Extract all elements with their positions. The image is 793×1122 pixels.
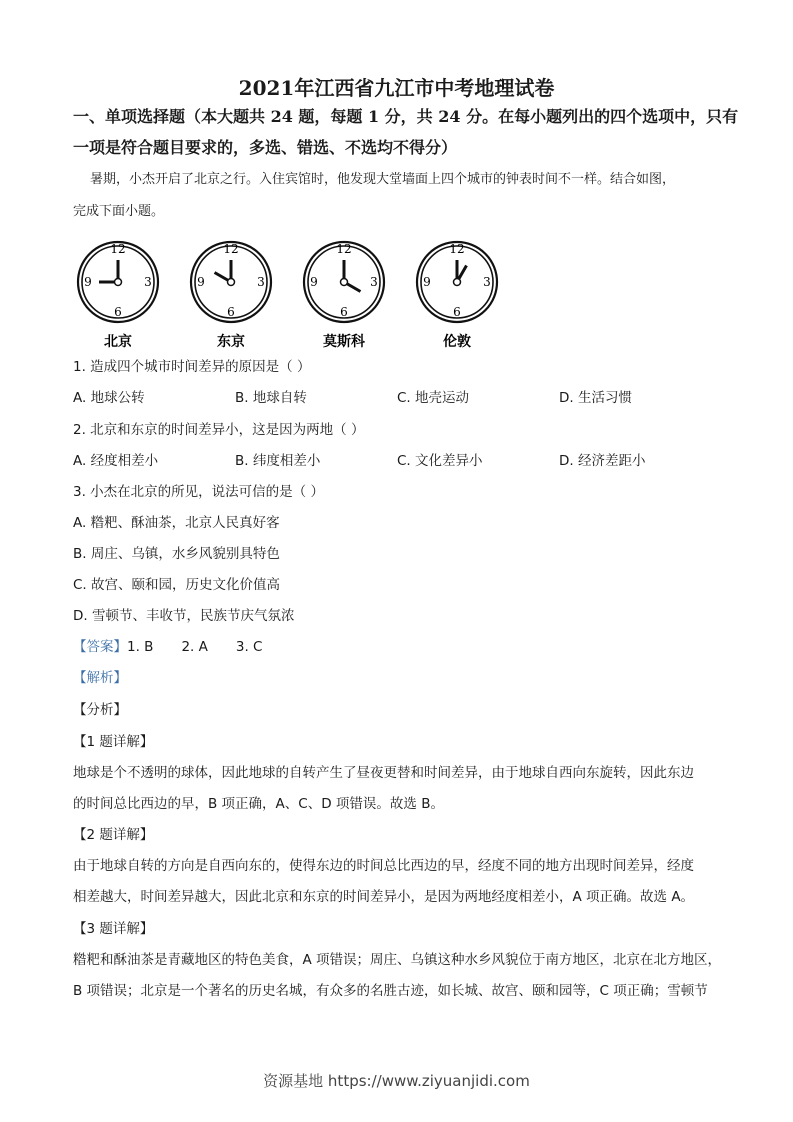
clock: [417, 242, 497, 350]
option-c: C. 故宫、颐和园，历史文化价值高: [73, 577, 281, 593]
option-a: A. 地球公转: [73, 390, 145, 406]
clock-numeral: 3: [144, 275, 152, 289]
intro-line1: 暑期，小杰开启了北京之行。入住宾馆时，他发现大堂墙面上四个城市的钟表时间不一样。结合如图，: [90, 172, 676, 187]
answer-item: 3. C: [235, 639, 263, 655]
clock-figure: [70, 236, 490, 351]
section-heading-line1: 一、单项选择题（本大题共 24 题，每题 1 分，共 24 分。在每小题列出的四个选项中，只有: [73, 107, 739, 126]
clock: [304, 242, 384, 350]
clock-city-label: 伦敦: [443, 334, 471, 350]
clock-city-label: 北京: [104, 334, 132, 350]
clock-numeral: 12: [336, 242, 352, 256]
clock-numeral: 6: [227, 305, 235, 319]
question-1-stem: 1. 造成四个城市时间差异的原因是（ ）: [73, 359, 311, 375]
clock: [78, 242, 158, 350]
clock-numeral: 12: [223, 242, 239, 256]
clock-city-label: 莫斯科: [323, 334, 365, 350]
section-heading-line2: 一项是符合题目要求的，多选、错选、不选均不得分）: [73, 138, 458, 157]
question-3-stem: 3. 小杰在北京的所见，说法可信的是（ ）: [73, 484, 324, 500]
detail-2-text: 由于地球自转的方向是自西向东的，使得东边的时间总比西边的早，经度不同的地方出现时间差异，经度: [73, 858, 694, 874]
answer-line: [73, 637, 262, 657]
detail-2-label: 【2 题详解】: [73, 827, 154, 843]
clock-numeral: 3: [257, 275, 265, 289]
detail-1-text: 地球是个不透明的球体，因此地球的自转产生了昼夜更替和时间差异，由于地球自西向东旋转，因此东边: [73, 765, 694, 781]
analysis-label: 【解析】: [73, 670, 127, 686]
detail-3-label: 【3 题详解】: [73, 921, 154, 937]
clock: [191, 242, 271, 350]
clock-numeral: 3: [483, 275, 491, 289]
detail-3-text: B 项错误；北京是一个著名的历史名城，有众多的名胜古迹，如长城、故宫、颐和园等，C 项正确；雪顿节: [73, 983, 708, 999]
clock-numeral: 6: [453, 305, 461, 319]
answer-item: 2. A: [181, 639, 208, 655]
footer-watermark: 资源基地 https://www.ziyuanjidi.com: [263, 1072, 530, 1090]
option-c: C. 地壳运动: [397, 390, 470, 406]
option-a: A. 经度相差小: [73, 453, 159, 469]
option-b: B. 纬度相差小: [235, 453, 321, 469]
clock-numeral: 3: [370, 275, 378, 289]
clock-numeral: 12: [449, 242, 465, 256]
clock-city-label: 东京: [217, 334, 245, 350]
option-c: C. 文化差异小: [397, 453, 483, 469]
clock-numeral: 9: [423, 275, 431, 289]
option-b: B. 地球自转: [235, 390, 307, 406]
detail-1-label: 【1 题详解】: [73, 734, 154, 750]
option-d: D. 雪顿节、丰收节，民族节庆气氛浓: [73, 608, 295, 624]
option-d: D. 生活习惯: [559, 390, 632, 406]
clock-numeral: 9: [84, 275, 92, 289]
answer-item: 1. B: [127, 639, 154, 655]
option-b: B. 周庄、乌镇，水乡风貌别具特色: [73, 546, 280, 562]
intro-line2: 完成下面小题。: [73, 204, 165, 219]
fenxi-label: 【分析】: [73, 702, 127, 718]
page-title: 2021年江西省九江市中考地理试卷: [238, 76, 555, 100]
clock-numeral: 6: [340, 305, 348, 319]
detail-3-text: 糌粑和酥油茶是青藏地区的特色美食，A 项错误；周庄、乌镇这种水乡风貌位于南方地区，北京在北方地区，: [73, 952, 722, 968]
clock-numeral: 9: [310, 275, 318, 289]
option-a: A. 糌粑、酥油茶，北京人民真好客: [73, 515, 280, 531]
clock-numeral: 6: [114, 305, 122, 319]
answer-label: 【答案】: [73, 639, 127, 655]
question-2-stem: 2. 北京和东京的时间差异小，这是因为两地（ ）: [73, 422, 365, 438]
clock-numeral: 9: [197, 275, 205, 289]
detail-1-text: 的时间总比西边的早，B 项正确，A、C、D 项错误。故选 B。: [73, 796, 444, 812]
option-d: D. 经济差距小: [559, 453, 646, 469]
clock-numeral: 12: [110, 242, 126, 256]
detail-2-text: 相差越大，时间差异越大，因此北京和东京的时间差异小，是因为两地经度相差小，A 项正确。故选 A。: [73, 889, 695, 905]
